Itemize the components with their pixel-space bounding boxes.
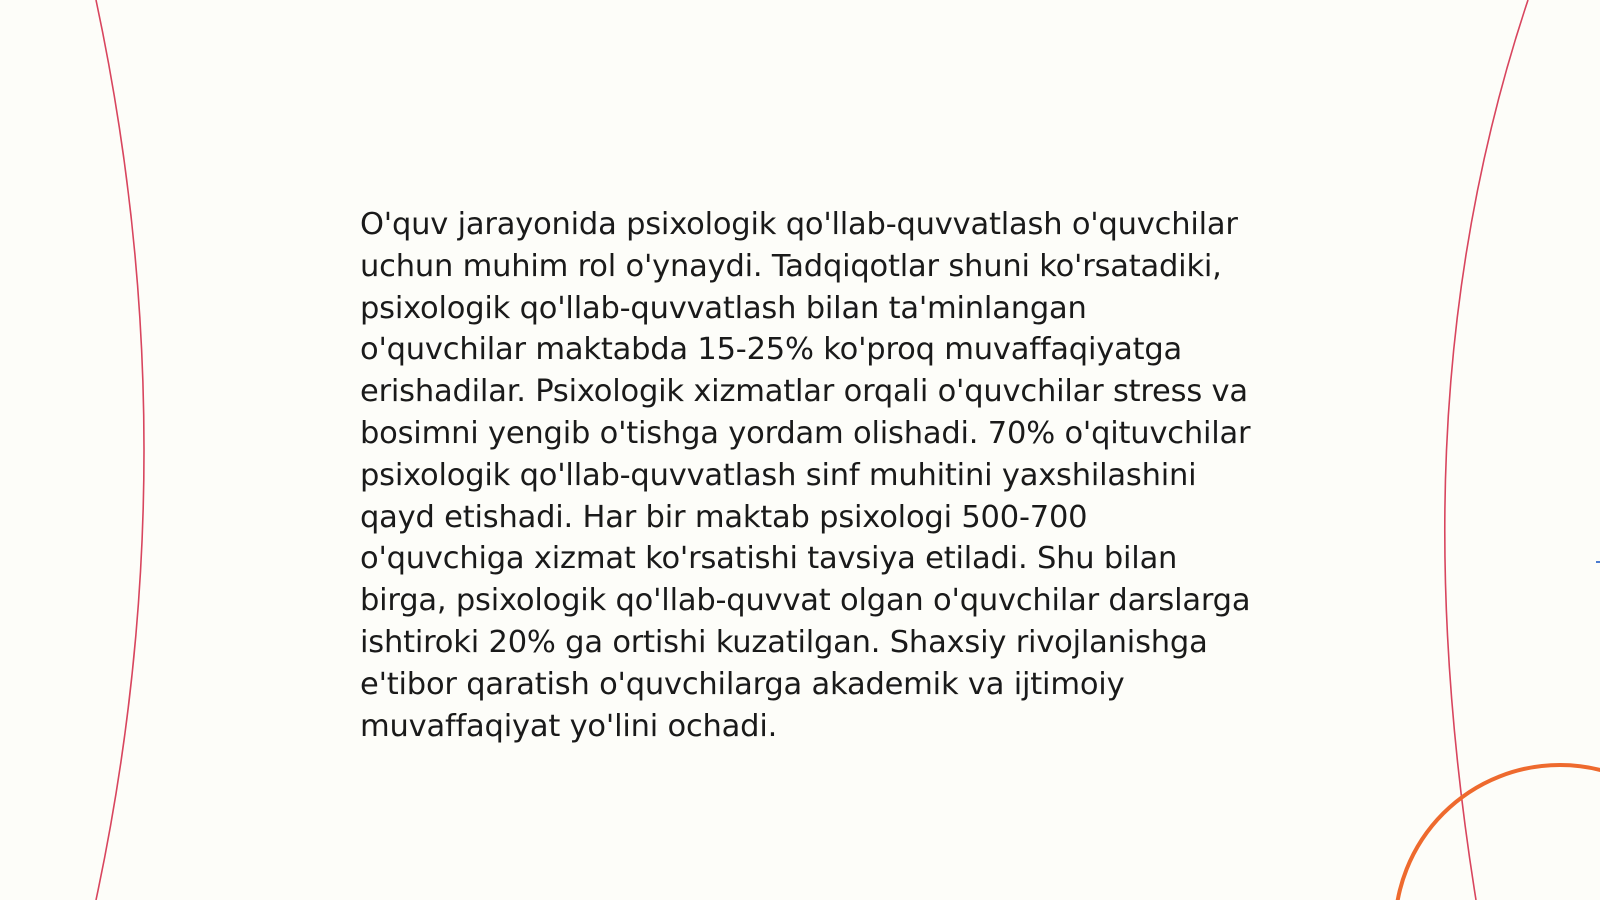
right-curve-line [1445, 0, 1528, 900]
left-curve-line [96, 0, 144, 900]
orange-accent-arc [1395, 765, 1600, 900]
body-paragraph: O'quv jarayonida psixologik qo'llab-quvvatlash o'quvchilar uchun muhim rol o'ynaydi. Tadqiqotlar shuni ko'rsatadiki, psixologik qo'llab-quvvatlash bilan ta'minlangan o'quvchilar maktabda 15-25% ko'proq muvaffaqiyatga erishadilar. Psixologik xizmatlar orqali o'quvchilar stress va bosimni yengib o'tishga yordam olishadi. 70% o'qituvchilar psixologik qo'llab-quvvatlash sinf muhitini yaxshilashini qayd etishadi. Har bir maktab psixologi 500-700 o'quvchiga xizmat ko'rsatishi tavsiya etiladi. Shu bilan birga, psixologik qo'llab-quvvat olgan o'quvchilar darslarga ishtiroki 20% ga ortishi kuzatilgan. Shaxsiy rivojlanishga e'tibor qaratish o'quvchilarga akademik va ijtimoiy muvaffaqiyat yo'lini ochadi. [360, 207, 1251, 744]
